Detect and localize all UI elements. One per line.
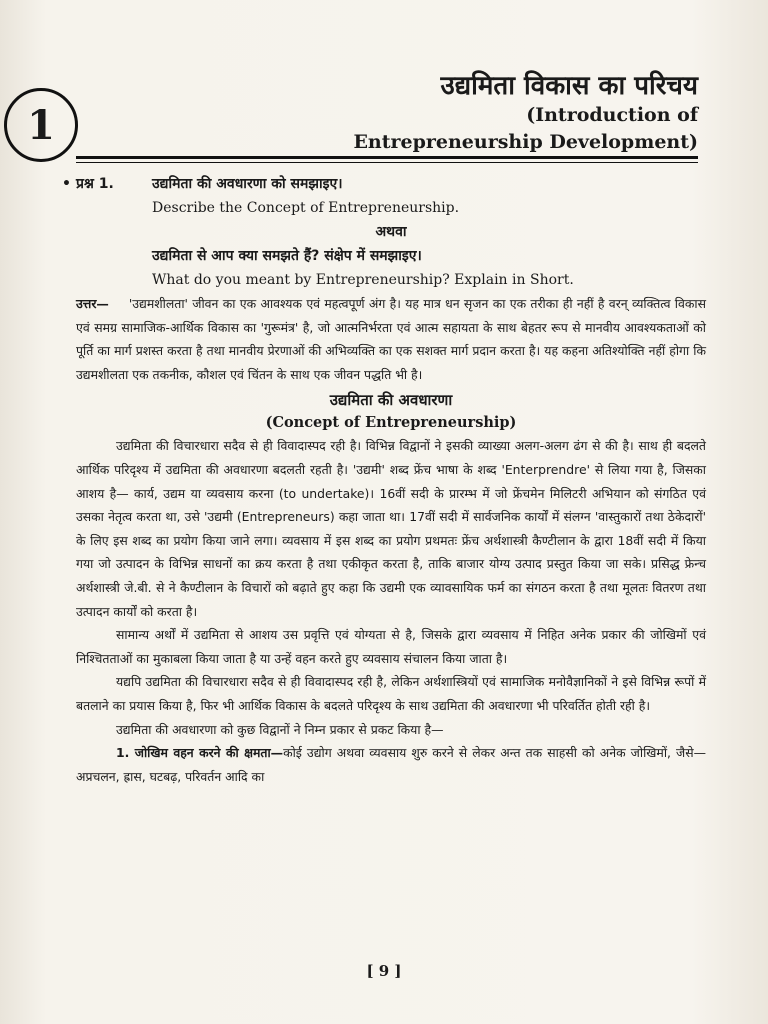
header-rule-thick (76, 156, 698, 159)
question-english-2: What do you meant by Entrepreneurship? Explain in Short. (152, 272, 574, 288)
answer-text: 'उद्यमशीलता' जीवन का एक आवश्यक एवं महत्वपूर्ण अंग है। यह मात्र धन सृजन का एक तरीका ही नहीं है वरन् व्यक्तित्व विकास एवं समग्र सामाजिक-आर्थिक विकास का 'गुरूमंत्र' है, जो आत्मनिर्भरता एवं आत्म सहायता के साथ बेहतर रूप से मानवीय आवश्यकताओं को पूर्ति का मार्ग प्रशस्त करता है तथा मानवीय प्रेरणाओं की अभिव्यक्ति का एक सशक्त मार्ग प्रदान करता है। यह कहना अतिश्योक्ति नहीं होगा कि उद्यमशीलता एक तकनीक, कौशल एवं चिंतन के साथ एक जीवन पद्धति भी है। (76, 296, 706, 382)
point-1-text: कोई उद्योग अथवा व्यवसाय शुरु करने से लेकर अन्त तक साहसी को अनेक जोखिमों, जैसे—अप्रचलन, ह्रास, घटबढ़, परिवर्तन आदि का (76, 745, 706, 784)
question-hindi-2: उद्यमिता से आप क्या समझते हैं? संक्षेप में समझाइए। (152, 248, 422, 264)
chapter-title-block (353, 66, 698, 156)
main-content (76, 172, 706, 788)
chapter-title-english-line2: Entrepreneurship Development) (353, 131, 698, 153)
answer-paragraph (76, 292, 706, 386)
question-or: अथवा (375, 224, 407, 240)
answer-label: उत्तर— (76, 296, 109, 311)
chapter-number-badge (4, 88, 78, 162)
question-hindi-1: उद्यमिता की अवधारणा को समझाइए। (152, 176, 343, 192)
body-paragraph-2: सामान्य अर्थों में उद्यमिता से आशय उस प्रवृत्ति एवं योग्यता से है, जिसके द्वारा व्यवसाय में निहित अनेक प्रकार की जोखिमों एवं निश्चितताओं का मुकाबला किया जाता है या उन्हें वहन करते हुए व्यवसाय संचालन किया जाता है। (76, 627, 706, 666)
page-number: [ 9 ] (366, 962, 402, 980)
point-1-label: 1. जोखिम वहन करने की क्षमता— (116, 745, 284, 761)
chapter-title-hindi: उद्यमिता विकास का परिचय (440, 71, 698, 101)
header-rule-thin (76, 162, 698, 163)
question-block (76, 172, 706, 292)
body-paragraph-1: उद्यमिता की विचारधारा सदैव से ही विवादास्पद रही है। विभिन्न विद्वानों ने इसकी व्याख्या अलग-अलग ढंग से की है। साथ ही बदलते आर्थिक परिदृश्य में उद्यमिता की अवधारणा बदलती रहती है। 'उद्यमी' शब्द फ्रेंच भाषा के शब्द 'Enterprendre' से लिया गया है, जिसका आशय है— कार्य, उद्यम या व्यवसाय करना (to undertake)। 16वीं सदी के प्रारम्भ में जो फ्रेंचमेन मिलिटरी अभियान को संगठित एवं उसका नेतृत्व करता था, उसे 'उद्यमी (Entrepreneurs) कहा जाता था। 17वीं सदी में सार्वजनिक कार्यों में संलग्न 'वास्तुकारों तथा ठेकेदारों' के लिए इस शब्द का प्रयोग किया जाने लगा। व्यवसाय में इस शब्द का प्रयोग प्रथमतः फ्रेंच अर्थशास्त्री कैण्टीलान के द्वारा 18वीं सदी में किया गया जो उत्पादन के विभिन्न साधनों का क्रय करता है तथा एकीकृत करता है, ताकि बाजार योग्य उत्पाद प्रस्तुत किया जा सके। प्रसिद्ध फ्रेन्च अर्थशास्त्री जे.बी. से ने कैण्टीलान के विचारों को बढ़ाते हुए कहा कि उद्यमी एक व्यावसायिक फर्म का संगठन करता है तथा मूलतः वितरण तथा उत्पादन कार्यों को करता है। (76, 438, 706, 619)
section-title-hindi: उद्यमिता की अवधारणा (329, 391, 453, 410)
body-paragraph-3: यद्यपि उद्यमिता की विचारधारा सदैव से ही विवादास्पद रही है, लेकिन अर्थशास्त्रियों एवं सामाजिक मनोवैज्ञानिकों ने इसे विभिन्न रूपों में बतलाने का प्रयास किया है, फिर भी आर्थिक विकास के बदलते परिदृश्य के साथ उद्यमिता की अवधारणा भी परिवर्तित होती रही है। (76, 674, 706, 713)
question-english-1: Describe the Concept of Entrepreneurship. (152, 200, 460, 216)
question-label: • प्रश्न 1. (76, 172, 152, 292)
chapter-number: 1 (27, 101, 55, 149)
section-title-english: (Concept of Entrepreneurship) (265, 414, 517, 432)
body-paragraph-4: उद्यमिता की अवधारणा को कुछ विद्वानों ने निम्न प्रकार से प्रकट किया है— (116, 721, 444, 737)
point-1-paragraph (76, 741, 706, 788)
chapter-title-english-line1: (Introduction of (526, 104, 698, 126)
